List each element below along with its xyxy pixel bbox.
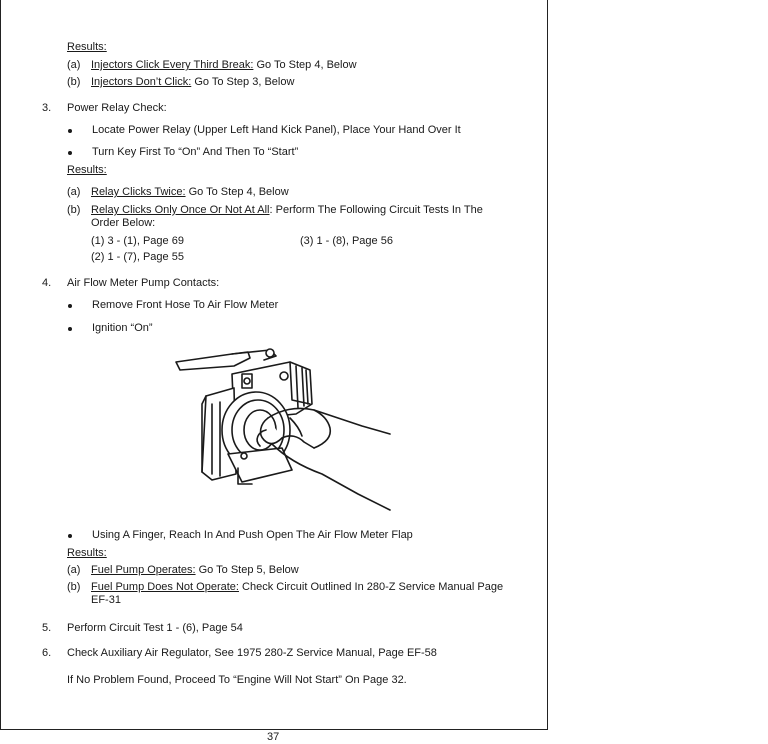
step-text: Check Auxiliary Air Regulator, See 1975 280-Z Service Manual, Page EF-58 [67, 647, 437, 659]
bullet-text: Ignition “On” [92, 322, 153, 334]
item-label: (b) [67, 76, 81, 88]
result-line [91, 564, 299, 577]
result-condition: Injectors Don’t Click: [91, 76, 192, 88]
result-condition: Relay Clicks Only Once Or Not At All [91, 204, 270, 216]
step-number: 5. [42, 622, 52, 634]
result-action: Go To Step 5, Below [195, 564, 299, 576]
bullet-text: Using A Finger, Reach In And Push Open The Air Flow Meter Flap [92, 529, 413, 541]
bullet-text: Remove Front Hose To Air Flow Meter [92, 299, 279, 311]
result-line [91, 76, 294, 89]
circuit-test: (3) 1 - (8), Page 56 [300, 235, 393, 247]
result-action: : Perform The Following Circuit Tests In The [269, 204, 483, 216]
bullet-dot [68, 534, 72, 538]
result-line [91, 204, 483, 217]
bullet-dot [68, 151, 72, 155]
bullet-dot [68, 327, 72, 331]
item-label: (b) [67, 204, 81, 216]
air-flow-meter-illustration [172, 344, 394, 514]
step-title: Power Relay Check: [67, 102, 167, 114]
result-line [91, 581, 503, 594]
result-action: Go To Step 4, Below [185, 186, 289, 198]
step-number: 3. [42, 102, 52, 114]
item-label: (a) [67, 186, 81, 198]
step-number: 4. [42, 277, 52, 289]
result-line [91, 59, 357, 72]
step-number: 6. [42, 647, 52, 659]
bullet-text: Locate Power Relay (Upper Left Hand Kick Panel), Place Your Hand Over It [92, 124, 461, 136]
circuit-test: (2) 1 - (7), Page 55 [91, 251, 184, 263]
result-condition: Relay Clicks Twice: [91, 186, 186, 198]
result-action: Go To Step 4, Below [253, 59, 357, 71]
results-label: Results: [67, 164, 107, 176]
followup-text: If No Problem Found, Proceed To “Engine Will Not Start” On Page 32. [67, 674, 407, 686]
item-label: (a) [67, 564, 81, 576]
bullet-dot [68, 129, 72, 133]
result-action: Check Circuit Outlined In 280-Z Service Manual Page [238, 581, 504, 593]
circuit-test: (1) 3 - (1), Page 69 [91, 235, 184, 247]
result-action-cont: EF-31 [91, 594, 121, 606]
result-condition: Injectors Click Every Third Break: [91, 59, 254, 71]
page-number: 37 [267, 731, 280, 743]
results-label: Results: [67, 41, 107, 53]
result-action: Go To Step 3, Below [191, 76, 295, 88]
step-title: Air Flow Meter Pump Contacts: [67, 277, 220, 289]
item-label: (a) [67, 59, 81, 71]
bullet-dot [68, 304, 72, 308]
step-text: Perform Circuit Test 1 - (6), Page 54 [67, 622, 243, 634]
result-condition: Fuel Pump Operates: [91, 564, 196, 576]
bullet-text: Turn Key First To “On” And Then To “Start” [92, 146, 299, 158]
result-condition: Fuel Pump Does Not Operate: [91, 581, 239, 593]
result-line [91, 186, 289, 199]
item-label: (b) [67, 581, 81, 593]
results-label: Results: [67, 547, 107, 559]
result-action-cont: Order Below: [91, 217, 156, 229]
